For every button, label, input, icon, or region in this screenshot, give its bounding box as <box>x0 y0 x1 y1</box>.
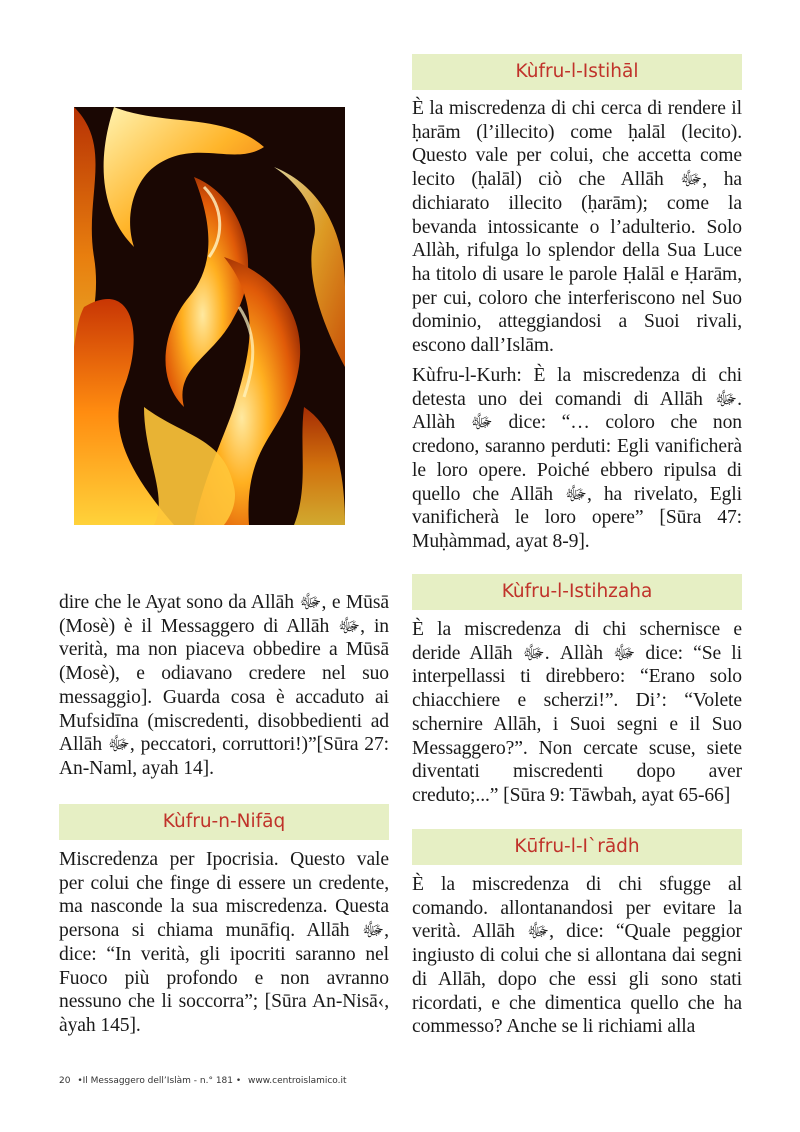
istihal-paragraph: È la miscredenza di chi cerca di rendere il ḥarām (l’illecito) come ḥalāl (lecito). Questo vale per colui, che accetta come lecito (ḥalāl) ciò che Allāh ﷻ, ha dichiarato illecito (ḥarām); come la bevanda intossicante o l’adulterio. Solo Allàh, rifulga lo splendor della Sua Luce ha titolo di usare le parole Ḥalāl e Ḥarām, per cui, coloro che interferiscono nel Suo dominio, atteggiandosi a Suoi rivali, escono dall’Islām. <box>412 98 742 357</box>
iradh-paragraph: È la miscredenza di chi sfugge al comando. allontanandosi per evitare la verità. Allāh ﷻ, dice: “Quale peggior ingiusto di colui che si allontana dai segni di Allāh, dopo che essi gli sono stati ricordati, e che dimentica quello che ha commesso? Anche se li richiami alla <box>412 874 742 1038</box>
left-paragraph-continuation: dire che le Ayat sono da Allāh ﷻ, e Mūsā (Mosè) è il Messaggero di Allāh ﷻ, in verità, ma non piaceva obbedire a Mūsā (Mosè), e odiavano credere nel suo messaggio]. Guarda cosa è accaduto ai Mufsidīna (miscredenti, disobbedienti ad Allāh ﷻ, peccatori, corruttori!)”[Sūra 27: An-Naml, ayah 14]. <box>59 592 390 779</box>
heading-label: Kùfru-l-Istihāl <box>515 61 639 82</box>
heading-label: Kùfru-n-Nifāq <box>162 811 286 832</box>
flames-image <box>74 107 345 525</box>
heading-kufru-n-nifaq <box>59 804 389 840</box>
heading-kufru-l-iradh <box>412 829 742 865</box>
page-footer <box>59 1076 351 1086</box>
website-link[interactable]: www.centroislamico.it <box>248 1076 347 1086</box>
heading-kufru-l-istihal <box>412 54 742 90</box>
heading-kufru-l-istihzaha <box>412 574 742 610</box>
page-number: 20 <box>59 1076 71 1086</box>
istihzaha-paragraph: È la miscredenza di chi schernisce e deride Allāh ﷻ. Allàh ﷻ dice: “Se li interpellassi ti direbbero: “Erano solo chiacchiere e scherzi!”. Di’: “Volete schernire Allāh, i Suoi segni e il Suo Messaggero?”. Non cercate scuse, siete diventati miscredenti dopo aver creduto;...” [Sūra 9: Tāwbah, ayat 65-66] <box>412 619 742 806</box>
nifaq-paragraph: Miscredenza per Ipocrisia. Questo vale per colui che finge di essere un credente, ma nasconde la sua miscredenza. Questa persona si chiama munāfiq. Allāh ﷻ, dice: “In verità, gli ipocriti saranno nel Fuoco più profondo e non avranno nessuno che li soccorra”; [Sūra An-Nisā‹, àyah 145]. <box>59 849 389 1036</box>
flames-photo <box>74 107 345 525</box>
magazine-title: •Il Messaggero dell’Islàm - n.° 181 • <box>77 1076 242 1086</box>
kurh-paragraph: Kùfru-l-Kurh: È la miscredenza di chi detesta uno dei comandi di Allāh ﷻ. Allàh ﷻ dice: “… coloro che non credono, saranno perduti: Egli vanificherà le loro opere. Poiché ebbero ripulsa di quello che Allāh ﷻ, ha rivelato, Egli vanificherà le loro opere” [Sūra 47: Muḥàmmad, ayat 8-9]. <box>412 365 742 552</box>
heading-label: Kùfru-l-Istihzaha <box>501 581 653 602</box>
heading-label: Kūfru-l-I`rādh <box>514 836 640 857</box>
